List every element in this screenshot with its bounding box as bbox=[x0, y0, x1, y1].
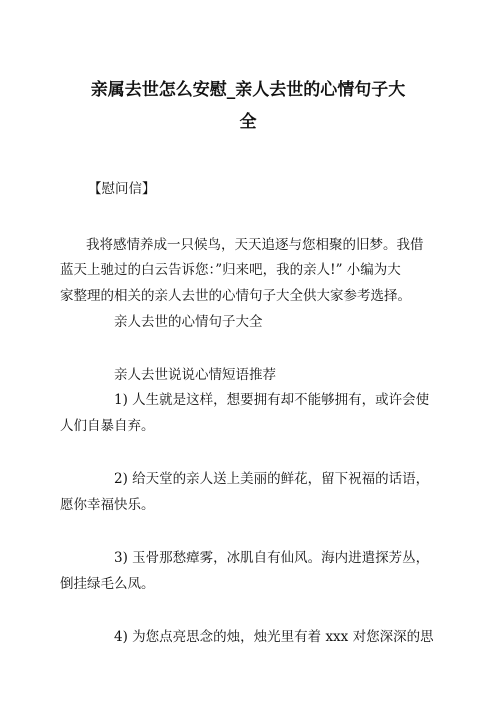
list-item-1-line2: 人们自暴自弃。 bbox=[60, 418, 155, 434]
list-item-4-line1: 4) 为您点亮思念的烛，烛光里有着 xxx 对您深深的思 bbox=[114, 629, 434, 645]
intro-line-3: 家整理的相关的亲人去世的心情句子大全供大家参考选择。 bbox=[60, 288, 411, 304]
intro-line-2: 蓝天上驰过的白云告诉您：”归来吧，我的亲人!” 小编为大 bbox=[60, 262, 401, 278]
list-item-2-line2: 愿你幸福快乐。 bbox=[60, 497, 155, 513]
list-item-1-line1: 1) 人生就是这样，想要拥有却不能够拥有，或许会使 bbox=[114, 392, 430, 408]
document-title-line2: 全 bbox=[239, 112, 257, 132]
list-item-2-line1: 2) 给天堂的亲人送上美丽的鲜花，留下祝福的话语， bbox=[114, 471, 430, 487]
heading-sentences: 亲人去世的心情句子大全 bbox=[114, 314, 263, 330]
section-label: 【慰问信】 bbox=[88, 181, 156, 197]
heading-short-phrases: 亲人去世说说心情短语推荐 bbox=[114, 367, 276, 383]
list-item-3-line1: 3) 玉骨那愁瘴雾，冰肌自有仙风。海内进遣探芳丛， bbox=[114, 550, 430, 566]
intro-line-1: 我将感情养成一只候鸟，天天追逐与您相聚的旧梦。我借 bbox=[86, 237, 424, 253]
document-title-line1: 亲属去世怎么安慰_亲人去世的心情句子大 bbox=[90, 80, 406, 100]
list-item-3-line2: 倒挂绿毛么凤。 bbox=[60, 576, 155, 592]
